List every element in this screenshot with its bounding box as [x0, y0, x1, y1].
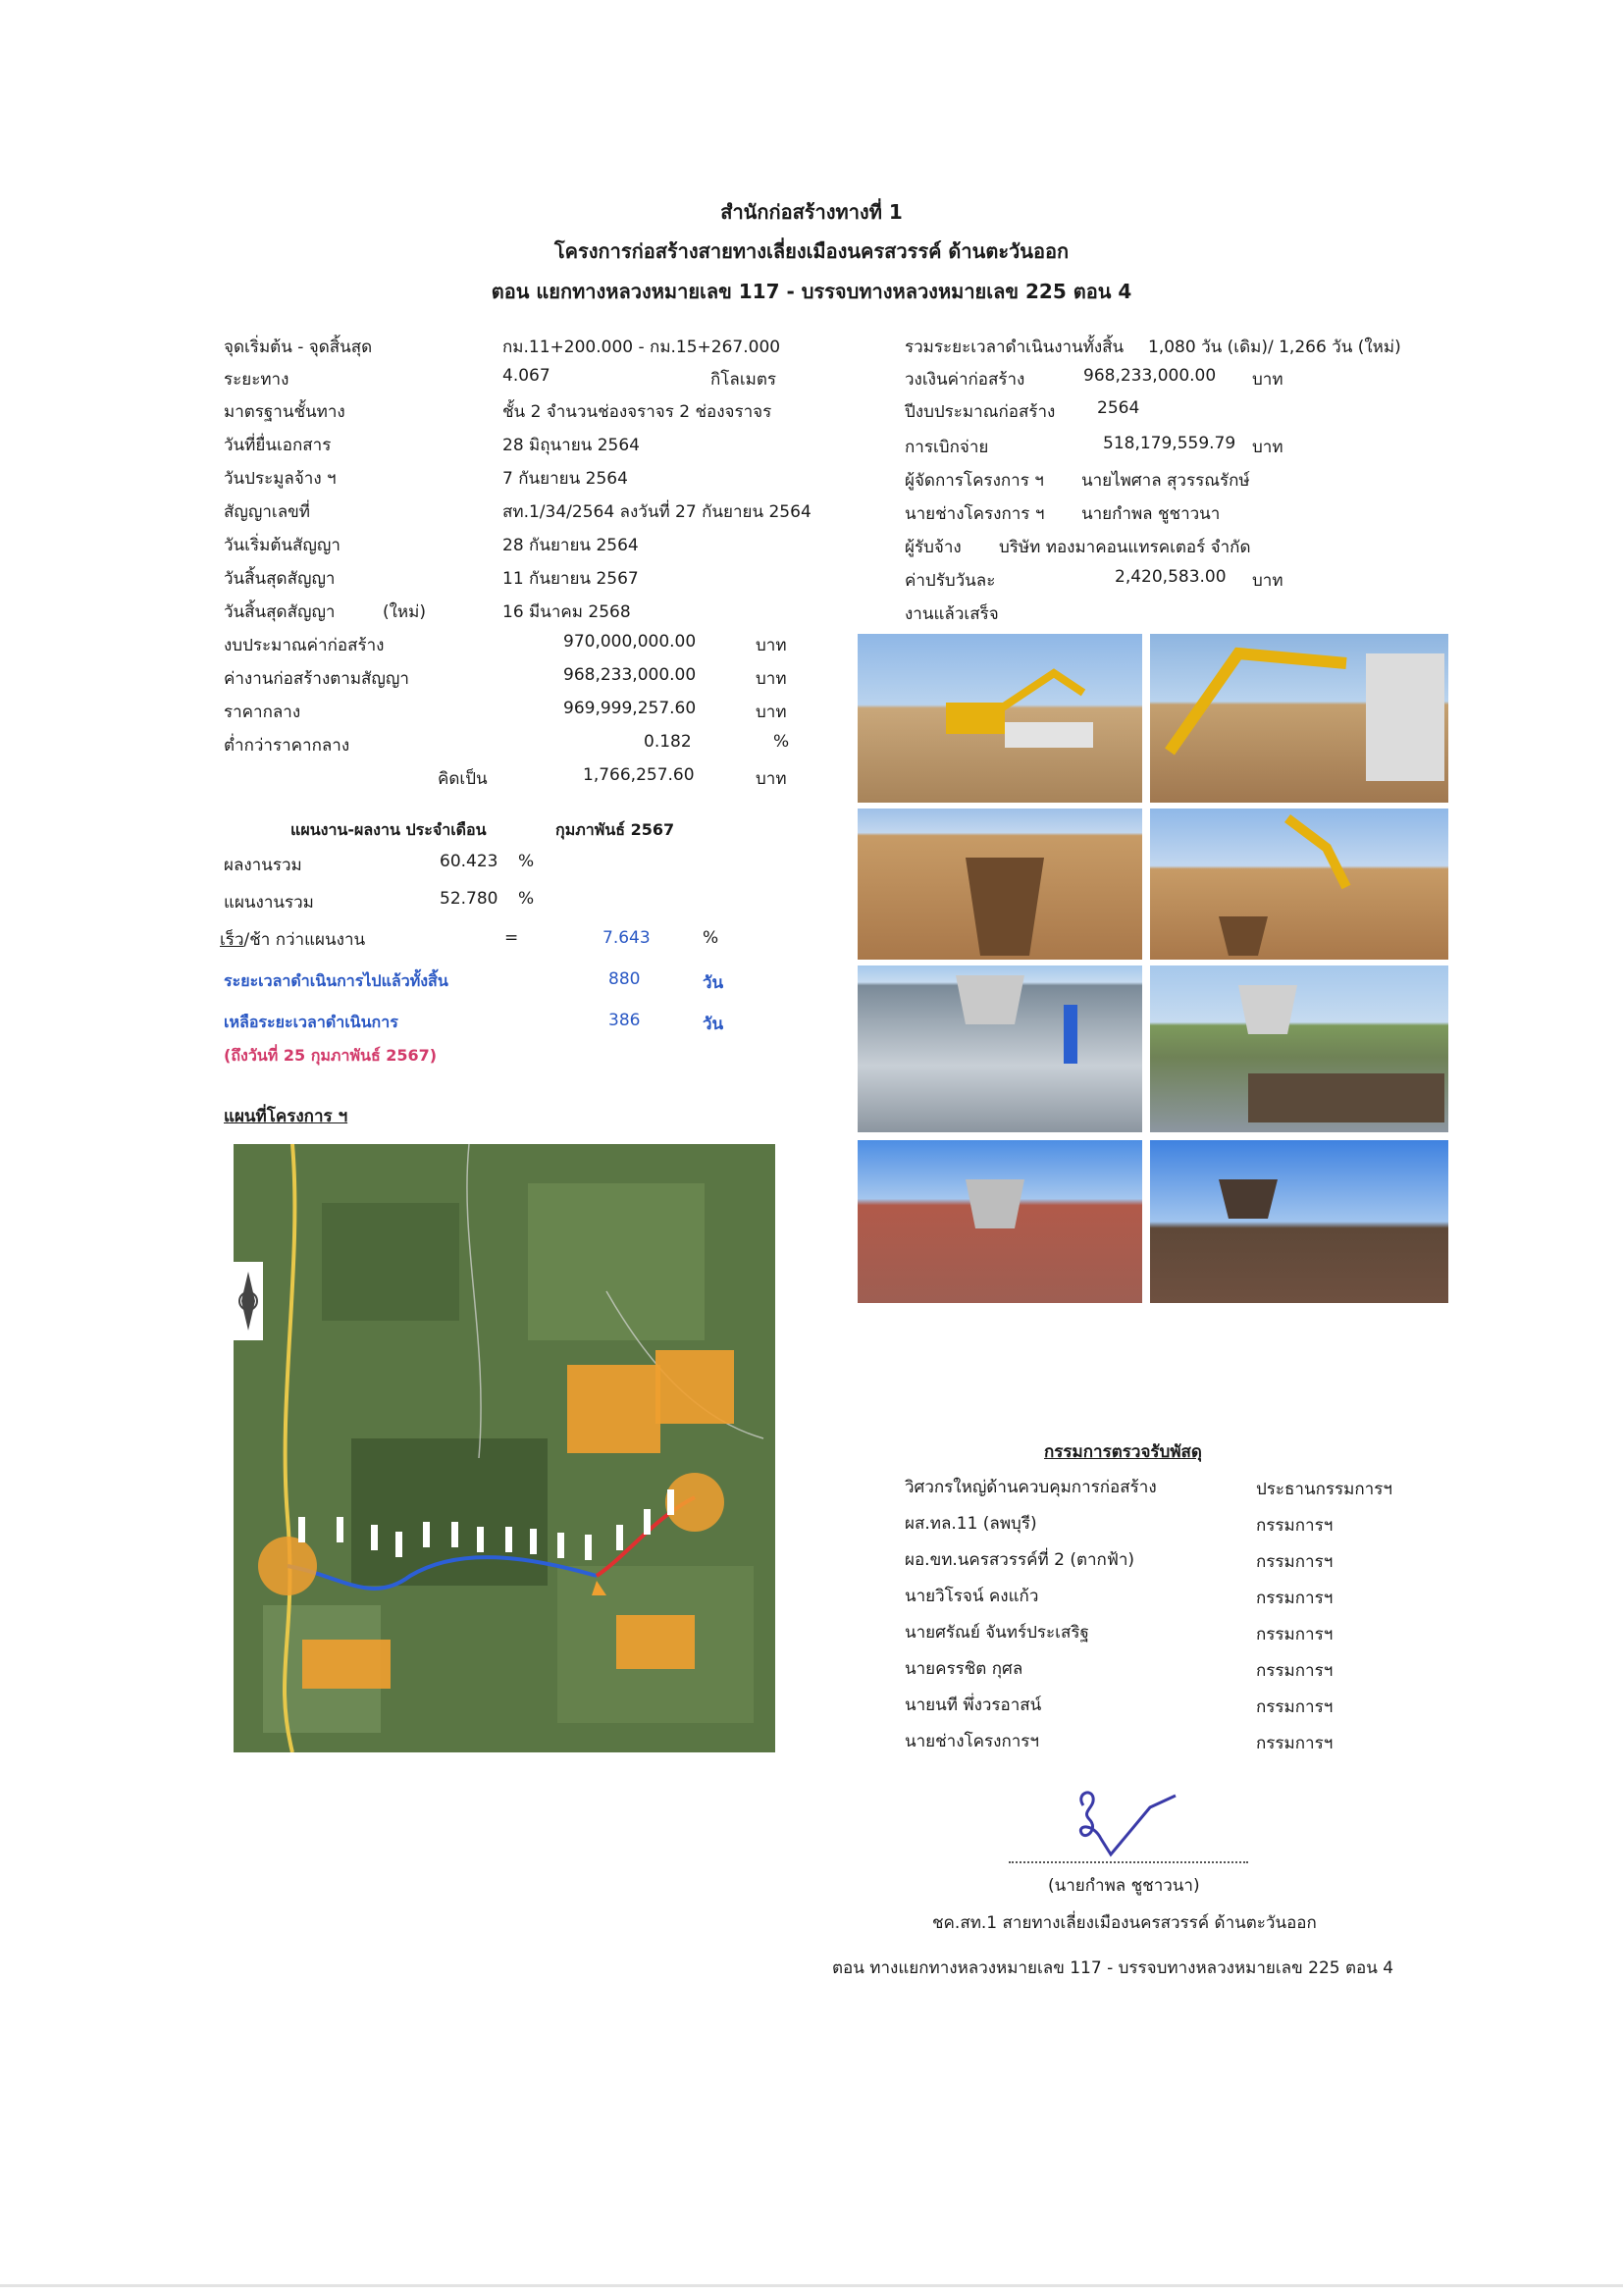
plan-value: 52.780: [440, 889, 498, 909]
end-date-value: 11 กันยายน 2567: [502, 569, 639, 589]
diff-pct: %: [703, 928, 719, 948]
progress-title: แผนงาน-ผลงาน ประจำเดือน: [290, 820, 487, 839]
photo-excavator-1: [858, 634, 1142, 803]
committee-name: นายศรัณย์ จันทร์ประเสริฐ: [905, 1623, 1089, 1643]
start-date-label: วันเริ่มต้นสัญญา: [224, 536, 340, 555]
committee-name: นายช่างโครงการฯ: [905, 1732, 1039, 1751]
asof-label: (ถึงวันที่ 25 กุมภาพันธ์ 2567): [224, 1046, 438, 1065]
remain-unit: วัน: [703, 1015, 724, 1034]
median-unit: บาท: [756, 703, 787, 722]
committee-name: นายครรชิต กุศล: [905, 1659, 1023, 1679]
distance-value: 4.067: [502, 366, 550, 386]
bid-label: วันประมูลจ้าง ฯ: [224, 469, 337, 489]
end-date-label: วันสิ้นสุดสัญญา: [224, 569, 336, 589]
committee-name: ผส.ทล.11 (ลพบุรี): [905, 1514, 1037, 1534]
budget-unit: บาท: [756, 636, 787, 655]
committee-role: กรรมการฯ: [1256, 1734, 1334, 1753]
header-line-3: ตอน แยกทางหลวงหมายเลข 117 - บรรจบทางหลวงหมายเลข 225 ตอน 4: [491, 280, 1132, 303]
header-line-1: สำนักก่อสร้างทางที่ 1: [720, 200, 903, 224]
contract-amount-unit: บาท: [756, 669, 787, 689]
committee-name: นายวิโรจน์ คงแก้ว: [905, 1587, 1039, 1606]
duration-label: รวมระยะเวลาดำเนินงานทั้งสิ้น: [905, 338, 1125, 357]
contract-value: สท.1/34/2564 ลงวันที่ 27 กันยายน 2564: [502, 502, 812, 522]
photo-rebar-1-drawing: [858, 1140, 1142, 1303]
committee-name: วิศวกรใหญ่ด้านควบคุมการก่อสร้าง: [905, 1478, 1157, 1497]
credit-label: วงเงินค่าก่อสร้าง: [905, 370, 1025, 390]
disburse-unit: บาท: [1252, 438, 1283, 457]
photo-pit-1-drawing: [858, 809, 1142, 960]
equiv-value: 1,766,257.60: [583, 765, 695, 785]
distance-label: ระยะทาง: [224, 370, 289, 390]
credit-unit: บาท: [1252, 370, 1283, 390]
start-end-label: จุดเริ่มต้น - จุดสิ้นสุด: [224, 338, 373, 357]
end-new-value: 16 มีนาคม 2568: [502, 602, 631, 622]
fine-unit: บาท: [1252, 571, 1283, 591]
fiscal-label: ปีงบประมาณก่อสร้าง: [905, 402, 1056, 422]
equiv-unit: บาท: [756, 769, 787, 789]
photo-concrete-1-drawing: [858, 965, 1142, 1132]
standard-label: มาตรฐานชั้นทาง: [224, 402, 345, 422]
remain-value: 386: [608, 1011, 641, 1030]
diff-label-rest: /ช้า กว่าแผนงาน: [243, 930, 366, 950]
photo-rebar-2-drawing: [1150, 1140, 1448, 1303]
committee-role: กรรมการฯ: [1256, 1625, 1334, 1644]
equiv-label: คิดเป็น: [438, 769, 488, 789]
signature-line: [1009, 1861, 1248, 1863]
map-title: แผนที่โครงการ ฯ: [224, 1107, 348, 1126]
diff-eq: =: [504, 928, 519, 948]
diff-label-fast: เร็ว: [220, 930, 244, 950]
signature-title-1: ชค.สท.1 สายทางเลี่ยงเมืองนครสวรรค์ ด้านตะวันออก: [932, 1913, 1317, 1933]
duration-value: 1,080 วัน (เดิม)/ 1,266 วัน (ใหม่): [1148, 338, 1401, 357]
diff-label: [220, 926, 365, 953]
done-label: งานแล้วเสร็จ: [905, 604, 999, 624]
disburse-value: 518,179,559.79: [1103, 434, 1236, 453]
below-unit: %: [773, 732, 790, 752]
end-new-tag: (ใหม่): [383, 602, 426, 622]
contract-amount-label: ค่างานก่อสร้างตามสัญญา: [224, 669, 409, 689]
progress-month: กุมภาพันธ์ 2567: [555, 820, 675, 839]
committee-role: กรรมการฯ: [1256, 1589, 1334, 1608]
elapsed-label: ระยะเวลาดำเนินการไปแล้วทั้งสิ้น: [224, 971, 448, 990]
disburse-label: การเบิกจ่าย: [905, 438, 989, 457]
contract-amount-value: 968,233,000.00: [563, 665, 697, 685]
photo-rebar-2: [1150, 1140, 1448, 1303]
photo-concrete-2: [1150, 965, 1448, 1132]
project-map-drawing: [234, 1144, 775, 1752]
start-end-value: กม.11+200.000 - กม.15+267.000: [502, 338, 781, 357]
distance-unit: กิโลเมตร: [710, 370, 777, 390]
signature-mark: [1056, 1784, 1193, 1862]
photo-excavator-1-drawing: [858, 634, 1142, 803]
signature-title-2: ตอน ทางแยกทางหลวงหมายเลข 117 - บรรจบทางหลวงหมายเลข 225 ตอน 4: [832, 1958, 1394, 1978]
actual-value: 60.423: [440, 852, 498, 871]
fine-value: 2,420,583.00: [1115, 567, 1227, 587]
committee-role: ประธานกรรมการฯ: [1256, 1480, 1392, 1499]
photo-concrete-1: [858, 965, 1142, 1132]
actual-pct: %: [518, 852, 535, 871]
committee-name: ผอ.ขท.นครสวรรค์ที่ 2 (ตากฟ้า): [905, 1550, 1135, 1570]
committee-role: กรรมการฯ: [1256, 1661, 1334, 1681]
credit-value: 968,233,000.00: [1083, 366, 1217, 386]
median-value: 969,999,257.60: [563, 699, 697, 718]
photo-excavator-2-drawing: [1150, 634, 1448, 803]
below-value: 0.182: [644, 732, 692, 752]
fiscal-value: 2564: [1097, 398, 1140, 418]
engineer-label: นายช่างโครงการ ฯ: [905, 504, 1045, 524]
budget-value: 970,000,000.00: [563, 632, 697, 652]
photo-concrete-2-drawing: [1150, 965, 1448, 1132]
remain-label: เหลือระยะเวลาดำเนินการ: [224, 1013, 398, 1031]
committee-name: นายนที พึ่งวรอาสน์: [905, 1696, 1042, 1715]
photo-pit-1: [858, 809, 1142, 960]
submit-label: วันที่ยื่นเอกสาร: [224, 436, 332, 455]
manager-label: ผู้จัดการโครงการ ฯ: [905, 471, 1044, 491]
contractor-value: บริษัท ทองมาคอนแทรคเตอร์ จำกัด: [999, 538, 1251, 557]
header-line-2: โครงการก่อสร้างสายทางเลี่ยงเมืองนครสวรรค์ ด้านตะวันออก: [553, 239, 1070, 263]
budget-label: งบประมาณค่าก่อสร้าง: [224, 636, 385, 655]
committee-role: กรรมการฯ: [1256, 1697, 1334, 1717]
committee-role: กรรมการฯ: [1256, 1552, 1334, 1572]
manager-value: นายไพศาล สุวรรณรักษ์: [1081, 471, 1250, 491]
elapsed-unit: วัน: [703, 973, 724, 993]
photo-pit-2-drawing: [1150, 809, 1448, 960]
signature-name: (นายกำพล ชูชาวนา): [1048, 1876, 1200, 1896]
photo-pit-2: [1150, 809, 1448, 960]
contractor-label: ผู้รับจ้าง: [905, 538, 962, 557]
standard-value: ชั้น 2 จำนวนช่องจราจร 2 ช่องจราจร: [502, 402, 772, 422]
page-edge: [0, 2284, 1623, 2287]
plan-pct: %: [518, 889, 535, 909]
fine-label: ค่าปรับวันละ: [905, 571, 996, 591]
submit-value: 28 มิถุนายน 2564: [502, 436, 640, 455]
bid-value: 7 กันยายน 2564: [502, 469, 628, 489]
photo-rebar-1: [858, 1140, 1142, 1303]
project-map: [234, 1144, 775, 1752]
engineer-value: นายกำพล ชูชาวนา: [1081, 504, 1221, 524]
median-label: ราคากลาง: [224, 703, 301, 722]
photo-excavator-2: [1150, 634, 1448, 803]
plan-label: แผนงานรวม: [224, 893, 314, 913]
elapsed-value: 880: [608, 969, 641, 989]
actual-label: ผลงานรวม: [224, 856, 302, 875]
contract-label: สัญญาเลขที่: [224, 502, 310, 522]
end-new-label: วันสิ้นสุดสัญญา: [224, 602, 336, 622]
start-date-value: 28 กันยายน 2564: [502, 536, 639, 555]
diff-value: 7.643: [602, 928, 651, 948]
committee-role: กรรมการฯ: [1256, 1516, 1334, 1536]
below-label: ต่ำกว่าราคากลาง: [224, 736, 350, 756]
committee-title: กรรมการตรวจรับพัสดุ: [1044, 1442, 1202, 1462]
